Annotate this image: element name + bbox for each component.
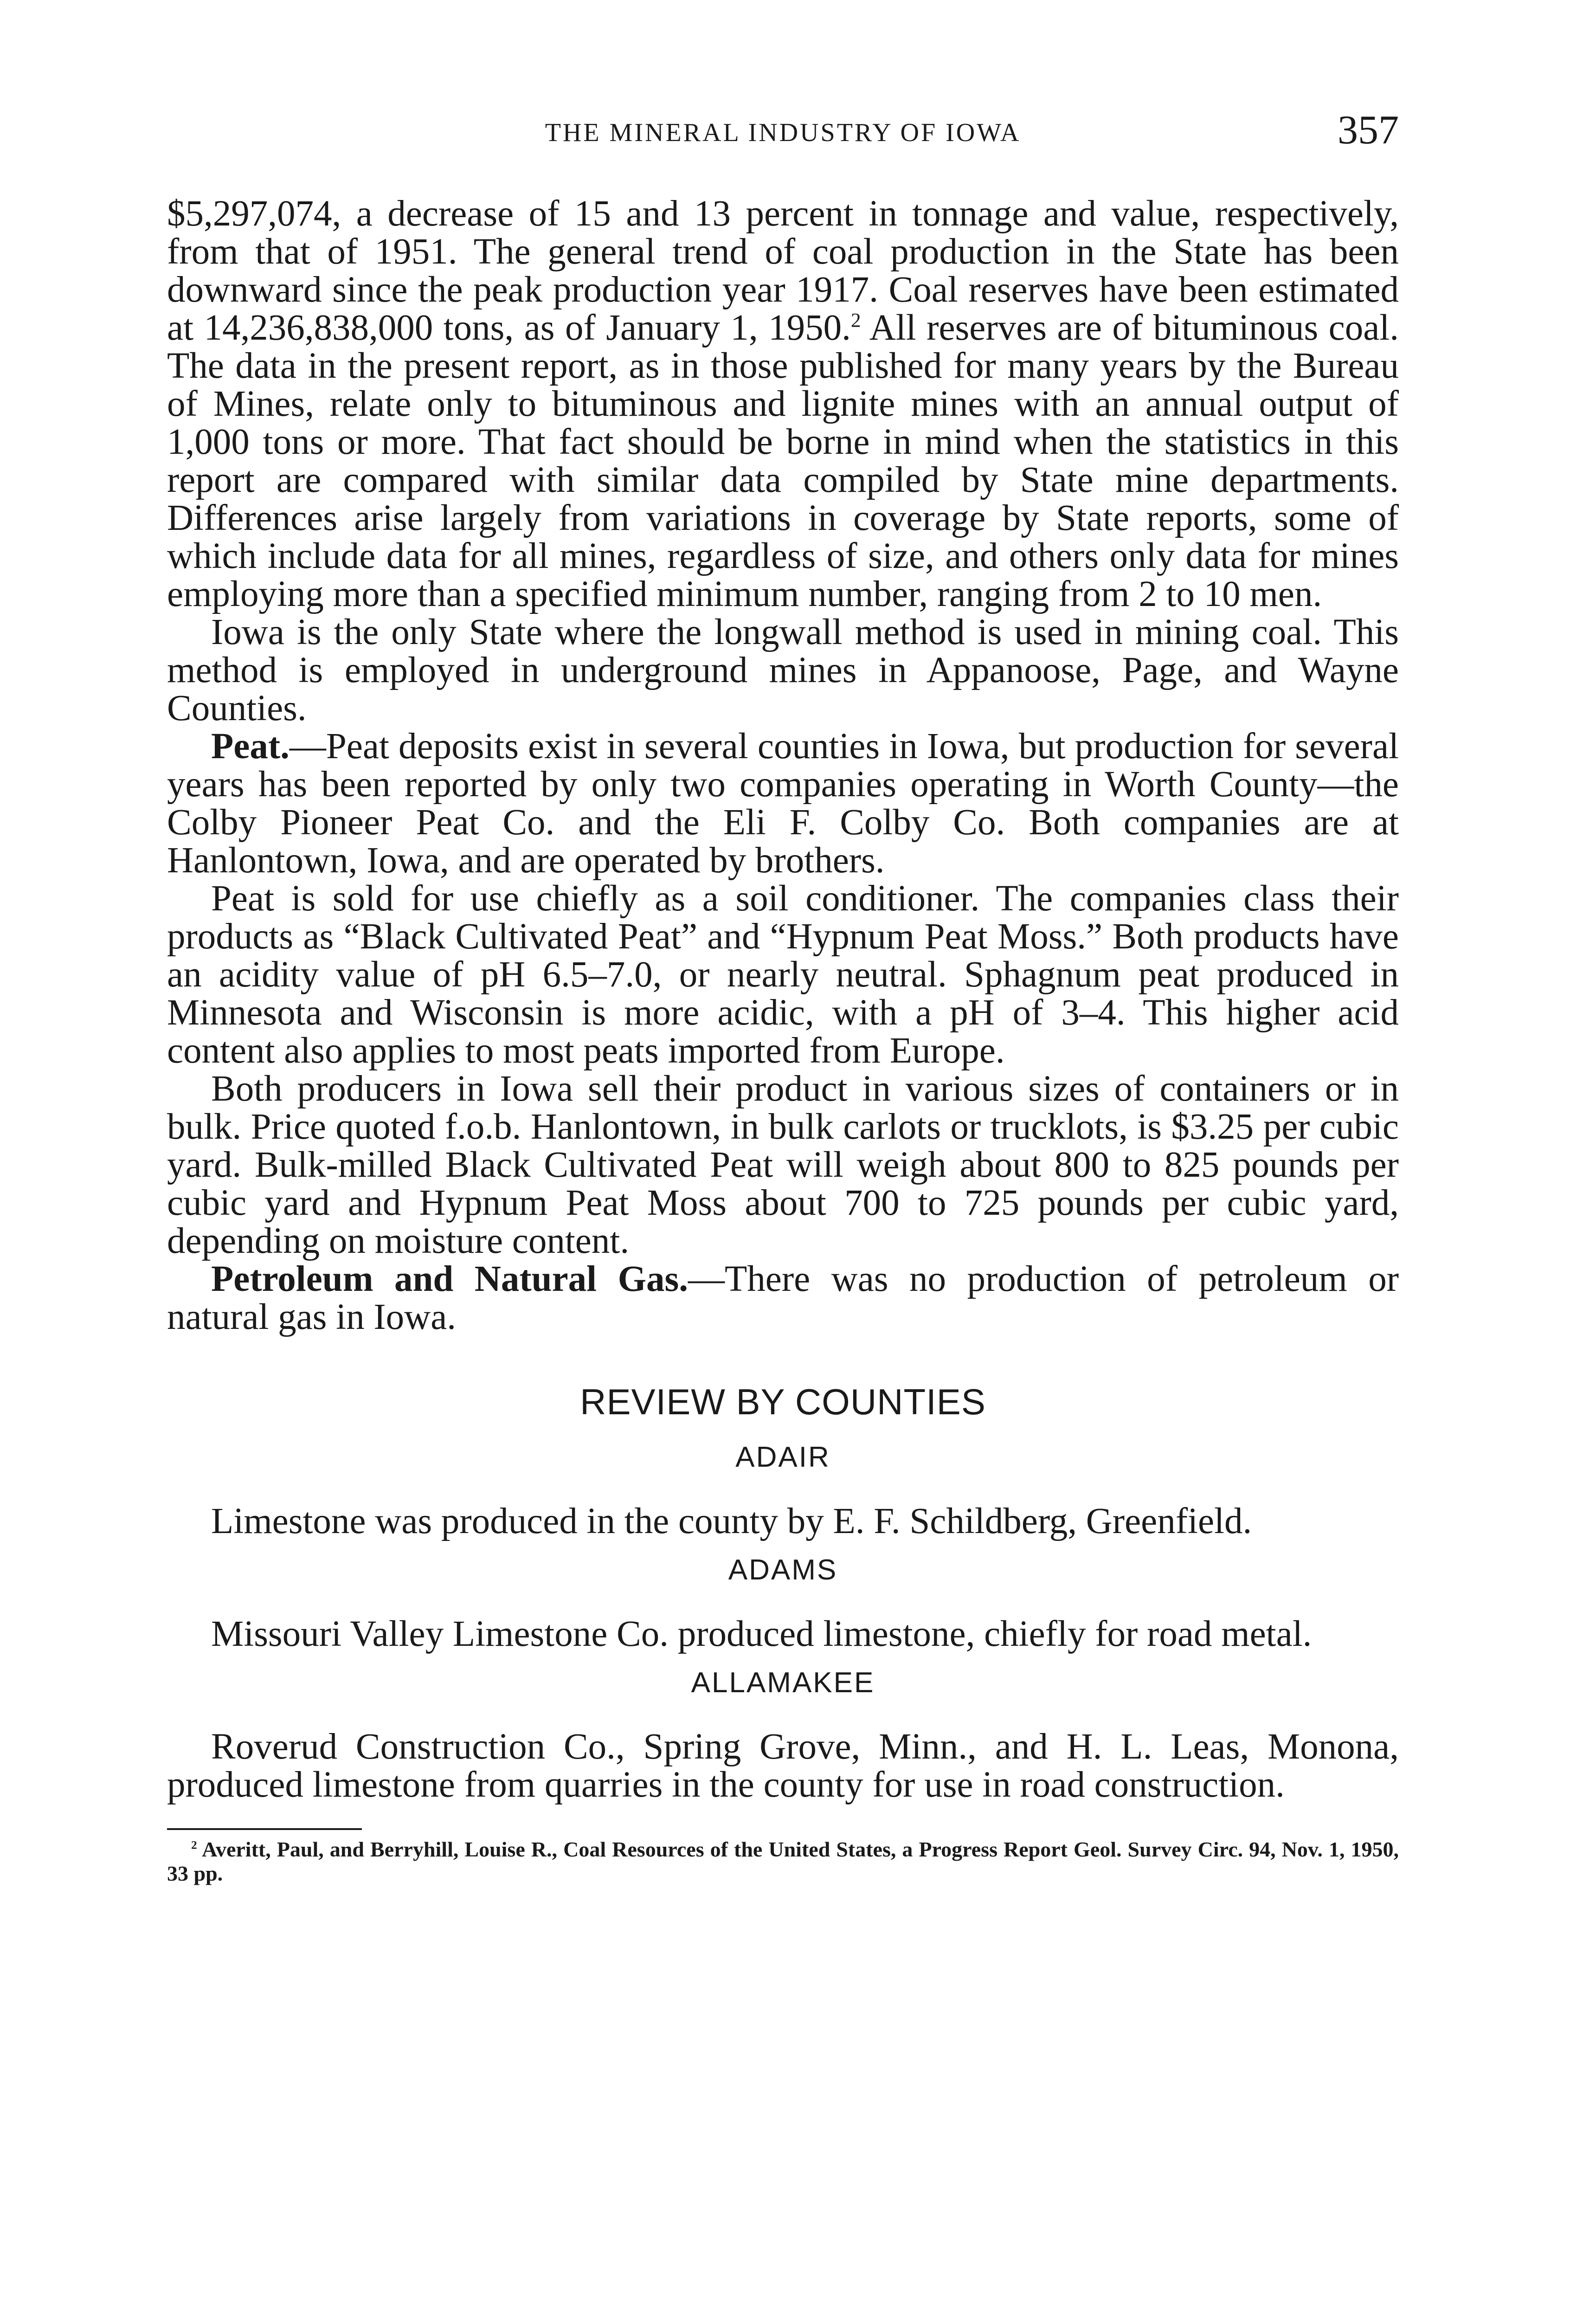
section-title: REVIEW BY COUNTIES <box>580 1381 986 1422</box>
petroleum-paragraph <box>167 1260 1399 1336</box>
peat-paragraph <box>167 728 1399 880</box>
page-body <box>167 195 1399 1886</box>
county-text-allamakee: Roverud Construction Co., Spring Grove, Minn., and H. L. Leas, Monona, produced limestone from quarries in the county for use in road construction. <box>167 1727 1399 1805</box>
running-title: THE MINERAL INDUSTRY OF IOWA <box>545 118 1021 147</box>
footnote-marker: 2 <box>191 1838 197 1852</box>
peat-use-paragraph: Peat is sold for use chiefly as a soil conditioner. The companies class their products as “Black Cultivated Peat” and “Hypnum Peat Moss.” Both products have an acidity value of pH 6.5–7.0, or nearly neutral. Sphagnum peat produced in Minnesota and Wisconsin is more acidic, with a pH of 3–4. This higher acid content also applies to most peats imported from Europe. <box>167 878 1399 1071</box>
county-heading-allamakee: ALLAMAKEE <box>691 1667 875 1699</box>
longwall-paragraph: Iowa is the only State where the longwall method is used in mining coal. This method is employed in underground mines in Appanoose, Page, and Wayne Counties. <box>167 612 1399 728</box>
county-text-adams: Missouri Valley Limestone Co. produced limestone, chiefly for road metal. <box>211 1614 1312 1654</box>
peat-heading: Peat. <box>211 726 290 767</box>
page-number: 357 <box>1338 108 1399 153</box>
running-head <box>167 107 1399 158</box>
footnote-rule <box>167 1828 362 1830</box>
petroleum-heading: Petroleum and Natural Gas. <box>211 1259 689 1299</box>
county-heading-adams: ADAMS <box>728 1554 838 1586</box>
peat-price-paragraph: Both producers in Iowa sell their product in various sizes of containers or in bulk. Price quoted f.o.b. Hanlontown, in bulk carlots or trucklots, is $3.25 per cubic yard. Bulk-milled Black Cultivated Peat will weigh about 800 to 825 pounds per cubic yard and Hypnum Peat Moss about 700 to 725 pounds per cubic yard, depending on moisture content. <box>167 1069 1399 1261</box>
peat-paragraph-text: —Peat deposits exist in several counties in Iowa, but production for several years has been reported by only two companies operating in Worth County—the Colby Pioneer Peat Co. and the Eli F. Colby Co. Both companies are at Hanlontown, Iowa, and are operated by brothers. <box>167 726 1399 881</box>
coal-paragraph <box>167 195 1399 613</box>
footnote-text: Averitt, Paul, and Berryhill, Louise R., Coal Resources of the United States, a Progress Report Geol. Survey Circ. 94, Nov. 1, 1950, 33 pp. <box>167 1837 1399 1885</box>
footnote-reference: 2 <box>850 309 861 332</box>
petroleum-paragraph-text: —There was no production of petroleum or natural gas in Iowa. <box>167 1259 1399 1337</box>
county-text-adair: Limestone was produced in the county by E. F. Schildberg, Greenfield. <box>211 1501 1252 1541</box>
footnote <box>167 1837 1399 1886</box>
coal-paragraph-continued: All reserves are of bituminous coal. The data in the present report, as in those published for many years by the Bureau of Mines, relate only to bituminous and lignite mines with an annual output of 1,000 tons or more. That fact should be borne in mind when the statistics in this report are compared with similar data compiled by State mine departments. Differences arise largely from variations in coverage by State reports, some of which include data for all mines, regardless of size, and others only data for mines employing more than a specified minimum number, ranging from 2 to 10 men. <box>167 308 1399 614</box>
coal-paragraph-text: $5,297,074, a decrease of 15 and 13 percent in tonnage and value, respectively, from that of 1951. The general trend of coal production in the State has been downward since the peak production year 1917. Coal reserves have been estimated at 14,236,838,000 tons, as of January 1, 1950. <box>167 193 1399 348</box>
county-heading-adair: ADAIR <box>735 1441 830 1473</box>
